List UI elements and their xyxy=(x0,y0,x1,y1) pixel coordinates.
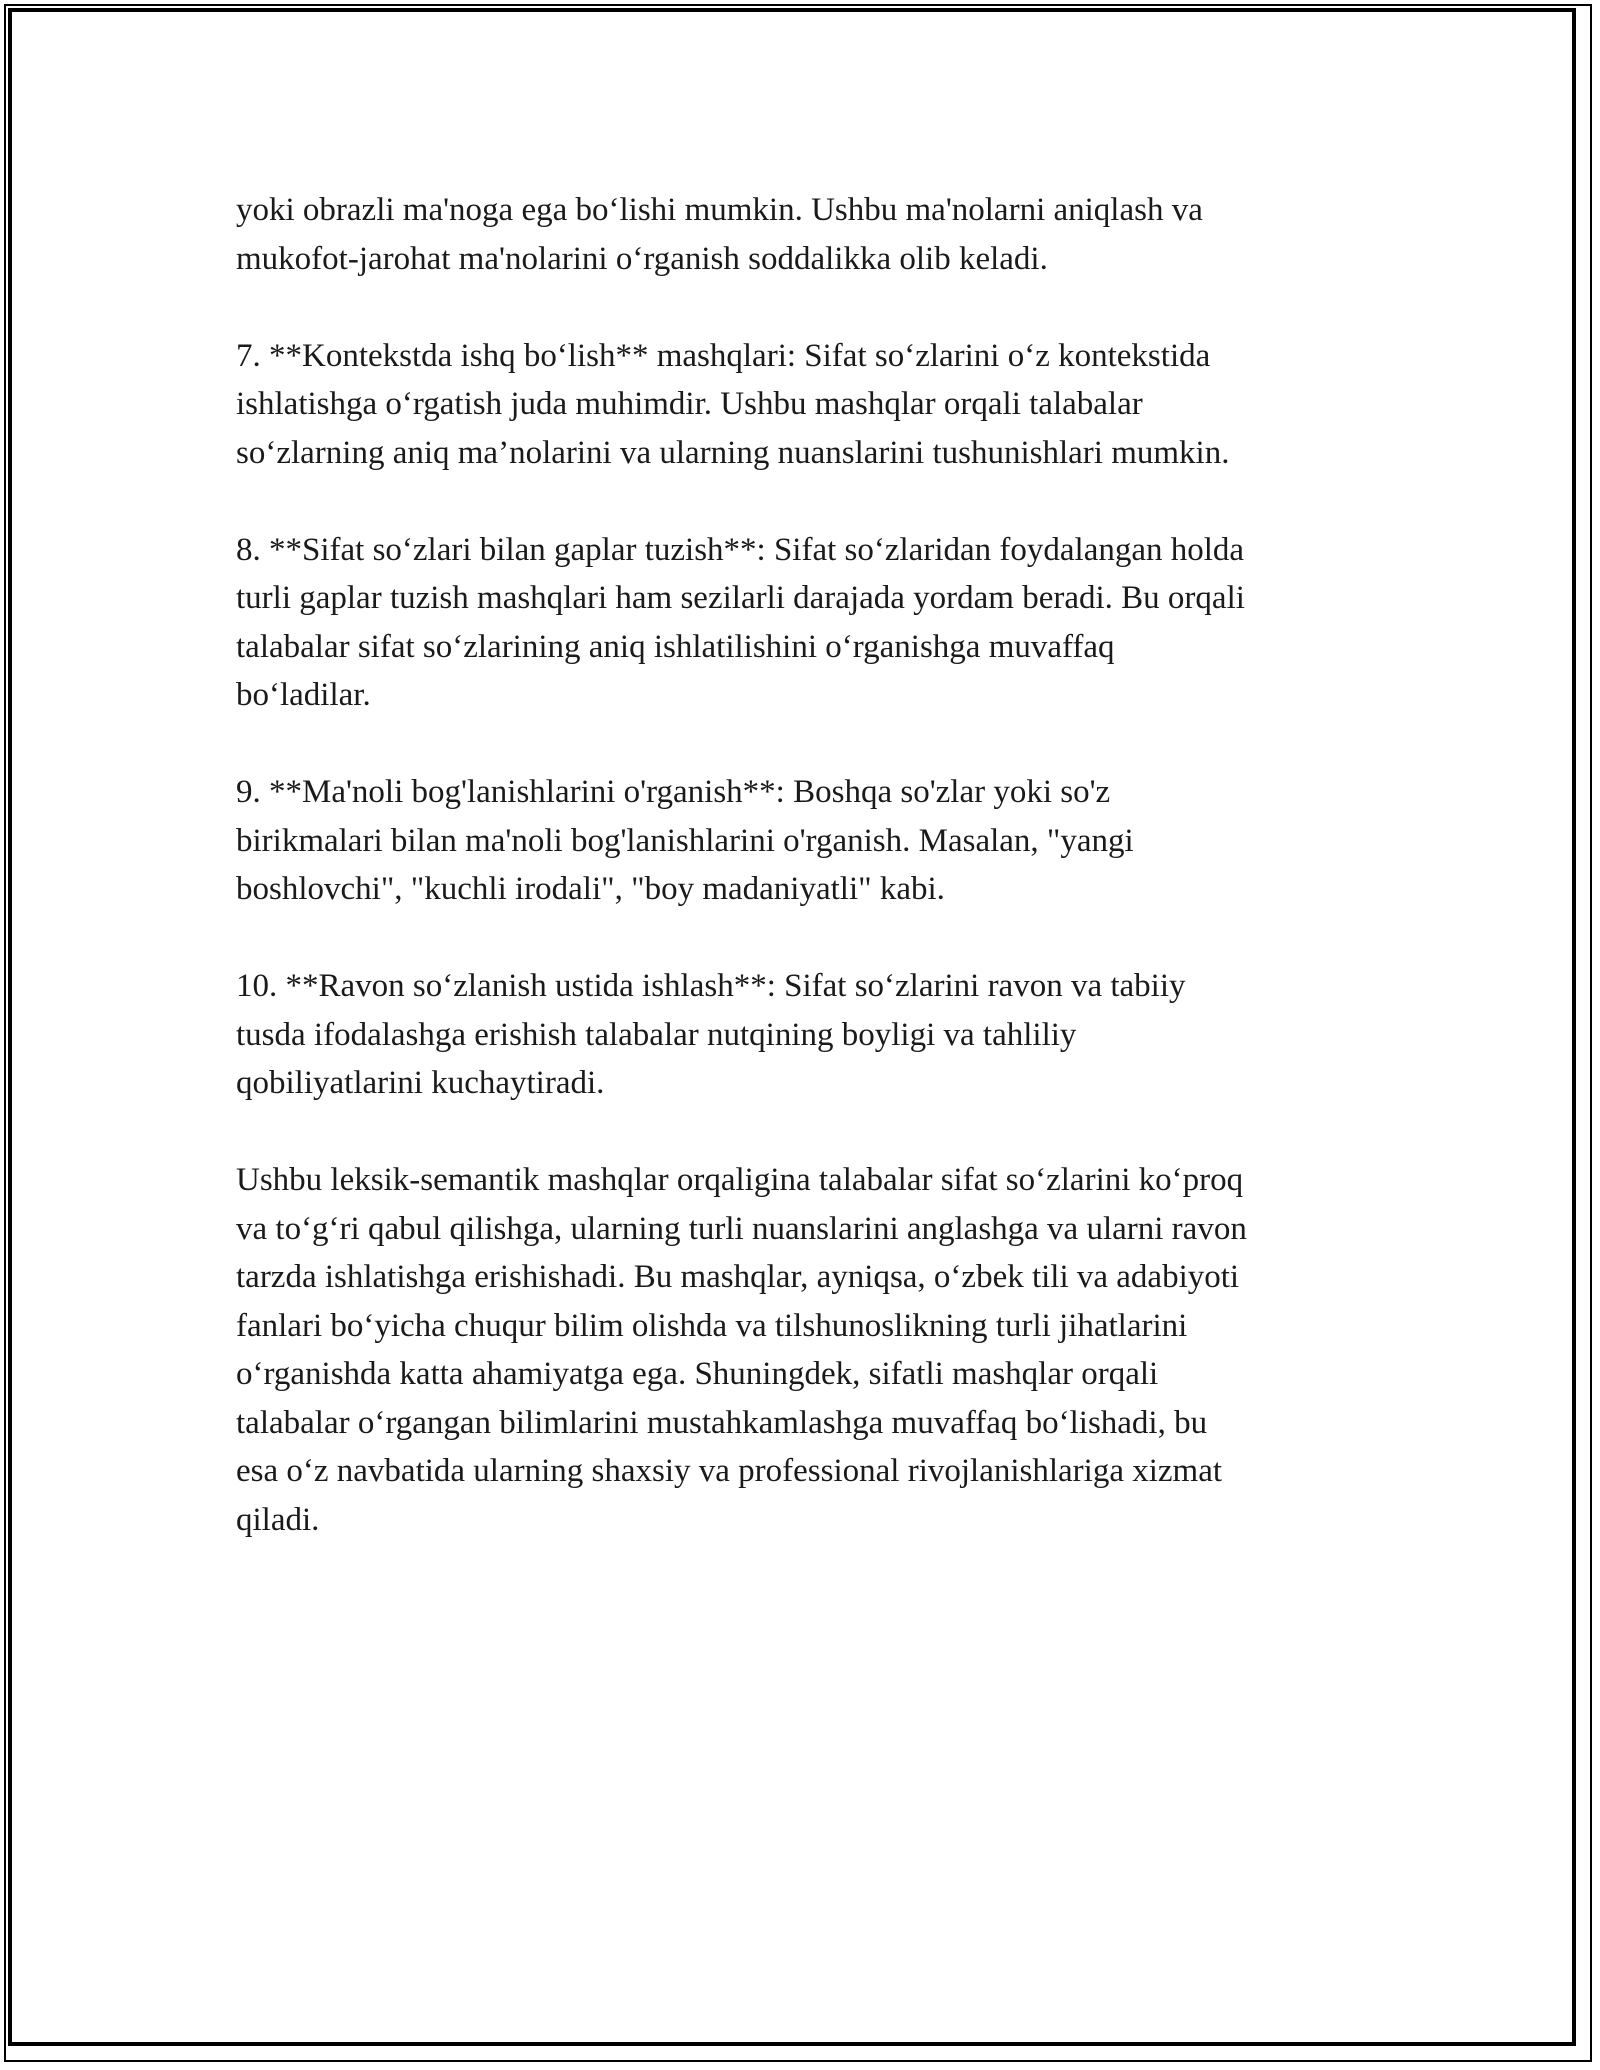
paragraph-item-9 xyxy=(236,768,1376,914)
text-line: 8. **Sifat so‘zlari bilan gaplar tuzish**: Sifat so‘zlaridan foydalangan holda xyxy=(236,531,1245,568)
text-line: tusda ifodalashga erishish talabalar nutqining boyligi va tahliliy xyxy=(236,1016,1077,1053)
text-line: qiladi. xyxy=(236,1501,320,1538)
text-line: 7. **Kontekstda ishq bo‘lish** mashqlari: Sifat so‘zlarini o‘z kontekstida xyxy=(236,337,1211,374)
text-line: mukofot-jarohat ma'nolarini o‘rganish soddalikka olib keladi. xyxy=(236,240,1048,277)
text-line: bo‘ladilar. xyxy=(236,677,371,713)
text-line: so‘zlarning aniq ma’nolarini va ularning nuanslarini tushunishlari mumkin. xyxy=(236,434,1230,471)
text-line: yoki obrazli ma'noga ega bo‘lishi mumkin. Ushbu ma'nolarni aniqlash va xyxy=(236,192,1203,228)
text-line: 10. **Ravon so‘zlanish ustida ishlash**: Sifat so‘zlarini ravon va tabiiy xyxy=(236,968,1186,1004)
text-line: ishlatishga o‘rgatish juda muhimdir. Ushbu mashqlar orqali talabalar xyxy=(236,386,1143,422)
text-line: Ushbu leksik-semantik mashqlar orqaligina talabalar sifat so‘zlarini ko‘proq xyxy=(236,1162,1244,1198)
text-line: turli gaplar tuzish mashqlari ham sezilarli darajada yordam beradi. Bu orqali xyxy=(236,580,1245,616)
text-line: tarzda ishlatishga erishishadi. Bu mashqlar, ayniqsa, o‘zbek tili va adabiyoti xyxy=(236,1259,1240,1295)
text-line: o‘rganishda katta ahamiyatga ega. Shuningdek, sifatli mashqlar orqali xyxy=(236,1356,1159,1392)
text-line: birikmalari bilan ma'noli bog'lanishlarini o'rganish. Masalan, "yangi xyxy=(236,822,1134,859)
paragraph-continuation xyxy=(236,186,1376,283)
text-line: boshlovchi", "kuchli irodali", "boy madaniyatli" kabi. xyxy=(236,871,945,907)
text-line: va to‘g‘ri qabul qilishga, ularning turli nuanslarini anglashga va ularni ravon xyxy=(236,1210,1247,1247)
text-line: qobiliyatlarini kuchaytiradi. xyxy=(236,1065,605,1101)
document-body xyxy=(236,186,1376,1593)
paragraph-conclusion xyxy=(236,1156,1376,1544)
paragraph-item-8 xyxy=(236,526,1376,720)
text-line: talabalar sifat so‘zlarining aniq ishlatilishini o‘rganishga muvaffaq xyxy=(236,628,1115,665)
paragraph-item-7 xyxy=(236,332,1376,478)
text-line: talabalar o‘rgangan bilimlarini mustahkamlashga muvaffaq bo‘lishadi, bu xyxy=(236,1404,1208,1441)
text-line: esa o‘z navbatida ularning shaxsiy va professional rivojlanishlariga xizmat xyxy=(236,1453,1223,1489)
paragraph-item-10 xyxy=(236,962,1376,1108)
text-line: 9. **Ma'noli bog'lanishlarini o'rganish**: Boshqa so'zlar yoki so'z xyxy=(236,774,1111,810)
text-line: fanlari bo‘yicha chuqur bilim olishda va tilshunoslikning turli jihatlarini xyxy=(236,1307,1188,1344)
